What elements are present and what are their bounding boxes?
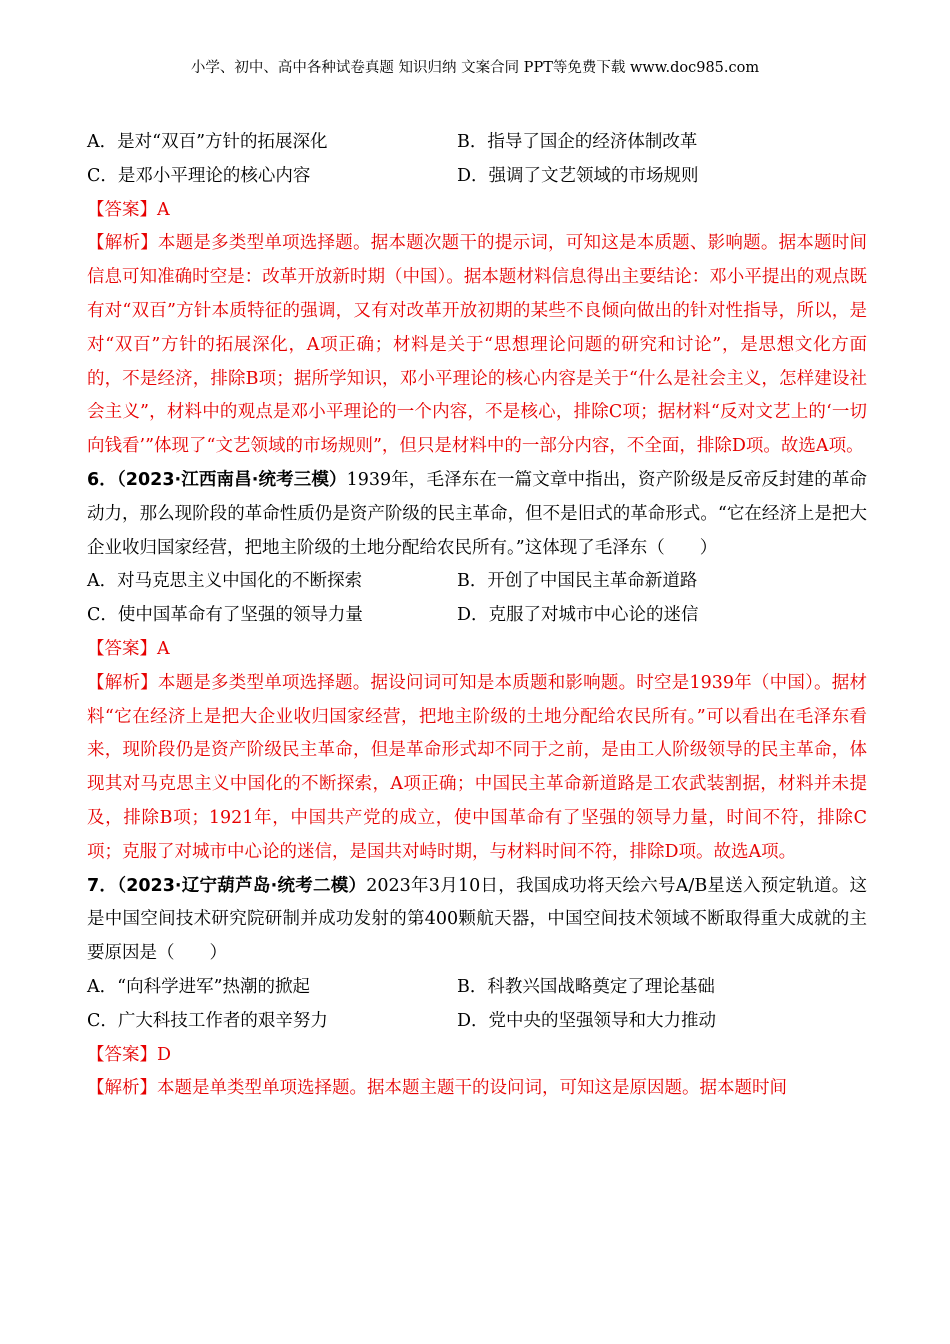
answer-line xyxy=(87,194,867,228)
options-row xyxy=(87,599,867,633)
question-number: 6． xyxy=(87,469,117,490)
option-c: C．是邓小平理论的核心内容 xyxy=(87,165,311,186)
analysis-text: 【解析】本题是多类型单项选择题。据本题次题干的提示词，可知这是本质题、影响题。据本题时间信息可知准确时空是：改革开放新时期（中国）。据本题材料信息得出主要结论：邓小平提出的观点既有对“双百”方针本质特征的强调，又有对改革开放初期的某些不良倾向做出的针对性指导，所以，是对“双百”方针的拓展深化，A项正确；材料是关于“思想理论问题的研究和讨论”，是思想文化方面的，不是经济，排除B项；据所学知识，邓小平理论的核心内容是关于“什么是社会主义，怎样建设社会主义”，材料中的观点是邓小平理论的一个内容，不是核心，排除C项；据材料“反对文艺上的‘一切向钱看’”体现了“文艺领域的市场规则”，但只是材料中的一部分内容，不全面，排除D项。故选A项。 xyxy=(87,233,867,457)
answer-label: 【答案】 xyxy=(87,199,157,220)
document-body xyxy=(87,126,867,1106)
answer-line xyxy=(87,1039,867,1073)
option-a: A．对马克思主义中国化的不断探索 xyxy=(87,571,363,592)
options-row xyxy=(87,1005,867,1039)
option-b: B．开创了中国民主革命新道路 xyxy=(457,571,698,592)
option-a: A．“向科学进军”热潮的掀起 xyxy=(87,976,311,997)
answer-label: 【答案】 xyxy=(87,638,157,659)
question-number: 7． xyxy=(87,875,118,896)
question-source: （2023·江西南昌·统考三模） xyxy=(116,469,347,490)
option-c: C．广大科技工作者的艰辛努力 xyxy=(87,1010,328,1031)
options-row xyxy=(87,126,867,160)
page-header xyxy=(0,56,950,77)
option-b: B．指导了国企的经济体制改革 xyxy=(457,132,698,152)
question-5 xyxy=(87,126,867,464)
question-6 xyxy=(87,464,867,870)
answer-value: D xyxy=(157,1044,172,1065)
question-text: 2023年3月10日，我国成功将天绘六号A/B星送入预定轨道。这是中国空间技术研究院研制并成功发射的第400颗航天器，中国空间技术领域不断取得重大成就的主要原因是（ ） xyxy=(87,875,867,964)
option-c: C．使中国革命有了坚强的领导力量 xyxy=(87,605,363,626)
answer-label: 【答案】 xyxy=(87,1044,157,1065)
question-text: 1939年，毛泽东在一篇文章中指出，资产阶级是反帝反封建的革命动力，那么现阶段的革命性质仍是资产阶级的民主革命，但不是旧式的革命形式。“它在经济上是把大企业收归国家经营，把地主阶级的土地分配给农民所有。”这体现了毛泽东（ ） xyxy=(87,469,867,558)
option-b: B．科教兴国战略奠定了理论基础 xyxy=(457,976,715,997)
option-d: D．克服了对城市中心论的迷信 xyxy=(457,605,699,626)
option-d: D．强调了文艺领域的市场规则 xyxy=(457,165,699,186)
answer-value: A xyxy=(157,638,170,659)
options-row xyxy=(87,971,867,1005)
option-a: A．是对“双百”方针的拓展深化 xyxy=(87,132,328,152)
analysis-text: 【解析】本题是多类型单项选择题。据设问词可知是本质题和影响题。时空是1939年（中国）。据材料“它在经济上是把大企业收归国家经营，把地主阶级的土地分配给农民所有。”可以看出在毛泽东看来，现阶段仍是资产阶级民主革命，但是革命形式却不同于之前，是由工人阶级领导的民主革命，体现其对马克思主义中国化的不断探索，A项正确；中国民主革命新道路是工农武装割据，材料并未提及，排除B项；1921年，中国共产党的成立，使中国革命有了坚强的领导力量，时间不符，排除C项；克服了对城市中心论的迷信，是国共对峙时期，与材料时间不符，排除D项。故选A项。 xyxy=(87,672,867,862)
question-stem xyxy=(87,464,867,565)
analysis-text: 【解析】本题是单类型单项选择题。据本题主题干的设问词，可知这是原因题。据本题时间 xyxy=(87,1078,787,1099)
answer-line xyxy=(87,633,867,667)
header-text: 小学、初中、高中各种试卷真题 知识归纳 文案合同 PPT等免费下载 www.doc985.com xyxy=(190,60,760,76)
question-stem xyxy=(87,870,867,971)
options-row xyxy=(87,160,867,194)
question-source: （2023·辽宁葫芦岛·统考二模） xyxy=(117,875,367,896)
options-row xyxy=(87,565,867,599)
option-d: D．党中央的坚强领导和大力推动 xyxy=(457,1010,717,1031)
answer-value: A xyxy=(157,199,170,220)
question-7 xyxy=(87,870,867,1107)
